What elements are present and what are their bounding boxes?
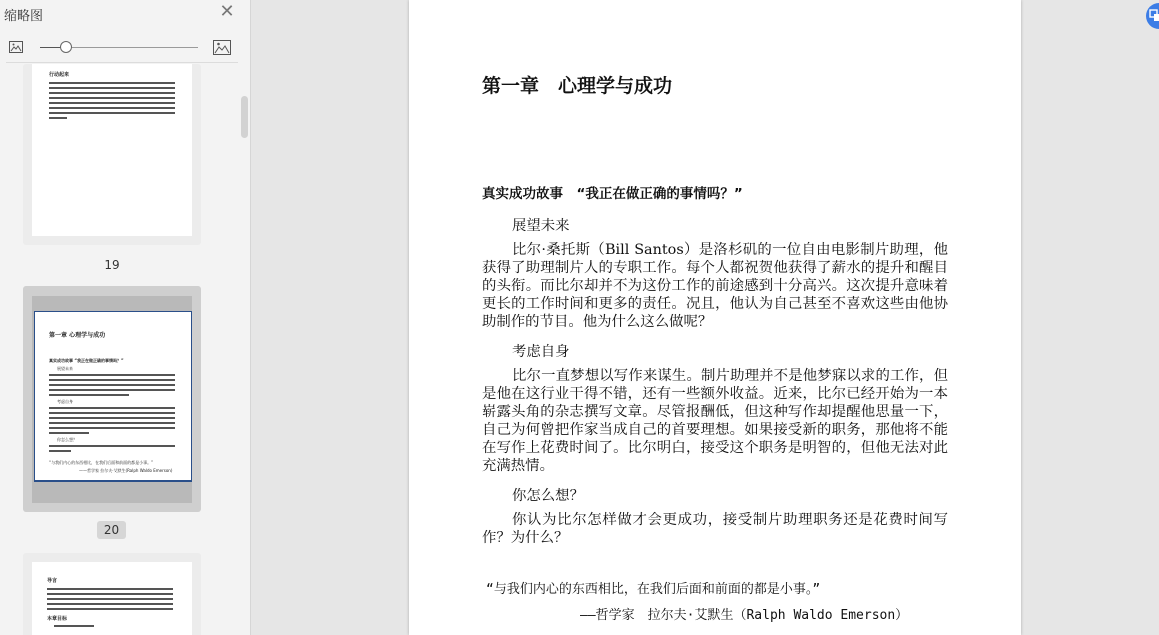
thumbnail-list (0, 64, 240, 635)
mini-attribution: ——哲学家 拉尔夫·艾默生(Ralph Waldo Emerson) (79, 468, 173, 473)
mini-text-line (49, 407, 175, 409)
mini-text-line (49, 107, 175, 109)
mini-text-line (49, 97, 175, 99)
thumbnail-toolbar (0, 34, 240, 62)
mini-text-line (49, 422, 175, 424)
translate-button[interactable] (1146, 3, 1159, 29)
thumbnail-page-20[interactable] (23, 286, 201, 512)
epigraph-attribution: ——哲学家 拉尔夫·艾默生（Ralph Waldo Emerson） (580, 608, 909, 623)
mini-text-line (47, 588, 173, 590)
mini-text-line (49, 412, 175, 414)
mini-text-line (49, 112, 175, 114)
mini-text-line (49, 117, 67, 119)
mini-text-line (47, 603, 173, 605)
mini-text-line (49, 417, 175, 419)
panel-title: 缩略图 (4, 9, 44, 24)
mini-text-line (49, 432, 89, 434)
mini-text-line (49, 427, 175, 429)
mini-text-line (47, 598, 173, 600)
mini-text-line (49, 379, 175, 381)
mini-text-line (49, 374, 175, 376)
mini-text-line (49, 384, 175, 386)
image-large-icon[interactable] (213, 40, 231, 55)
mini-subheading: 考虑自身 (57, 399, 73, 404)
page-number-label-selected: 20 (97, 521, 126, 539)
mini-text-line (49, 87, 175, 89)
paragraph-1: 比尔·桑托斯（Bill Santos）是洛杉矶的一位自由电影制片助理，他获得了助理制片人的专职工作。每个人都祝贺他获得了薪水的提升和醒目的头衔。而比尔却并不为这份工作的前途感到十分高兴。这次提升意味着更长的工作时间和更多的责任。况且，他认为自己甚至不喜欢这些由他协助制作的节目。他为什么这么做呢？ (482, 242, 948, 330)
mini-story-heading: 真实成功故事 “我正在做正确的事情吗？” (49, 358, 124, 363)
paragraph-2-container (482, 367, 948, 475)
story-heading: 真实成功故事 “我正在做正确的事情吗？” (482, 186, 743, 202)
mini-text-line (54, 625, 94, 627)
epigraph-quote: “与我们内心的东西相比，在我们后面和前面的都是小事。” (486, 582, 821, 597)
mini-heading: 本章目标 (47, 616, 68, 622)
page-number-label: 19 (104, 258, 120, 272)
zoom-slider-handle[interactable] (60, 41, 72, 53)
thumbnail-panel (0, 0, 251, 635)
thumbnail-page-image (34, 311, 192, 482)
mini-subheading: 你怎么想？ (57, 437, 77, 442)
mini-text-line (49, 445, 175, 447)
mini-text-line (49, 450, 71, 452)
divider (6, 62, 238, 63)
mini-text-line (47, 593, 173, 595)
mini-heading: 导言 (47, 578, 58, 584)
thumbnail-scrollbar[interactable] (241, 96, 248, 138)
mini-text-line (49, 389, 175, 391)
image-small-icon[interactable] (9, 41, 23, 53)
mini-subheading: 展望未来 (57, 366, 73, 371)
thumbnail-page-image (32, 562, 192, 635)
paragraph-2: 比尔一直梦想以写作来谋生。制片助理并不是他梦寐以求的工作，但是他在这行业干得不错，还有一些额外收益。近来，比尔已经开始为一本崭露头角的杂志撰写文章。尽管报酬低，但这种写作却提醒他思量一下，自己为何曾把作家当成自己的首要理想。如果接受新的职务，那他将不能在写作上花费时间了。比尔明白，接受这个职务是明智的，但他无法对此充满热情。 (482, 368, 948, 474)
paragraph-3-container (482, 511, 948, 547)
chapter-title: 第一章 心理学与成功 (482, 75, 673, 97)
paragraph-1-container (482, 241, 948, 331)
document-page (409, 0, 1021, 635)
subheading-look-ahead: 展望未来 (512, 218, 570, 234)
mini-quote: “与我们内心的东西相比，在我们后面和前面的都是小事。” (49, 460, 154, 465)
mini-heading: 行动起来 (49, 72, 70, 78)
mini-text-line (47, 608, 173, 610)
translate-icon (1149, 9, 1159, 22)
close-icon[interactable]: ✕ (219, 1, 235, 22)
thumbnail-page-21[interactable] (23, 553, 201, 635)
thumbnail-page-19[interactable] (23, 64, 201, 245)
mini-text-line (49, 102, 175, 104)
panel-header (0, 0, 250, 28)
mini-chapter-title: 第一章 心理学与成功 (49, 332, 106, 339)
mini-text-line (49, 82, 175, 84)
paragraph-3: 你认为比尔怎样做才会更成功，接受制片助理职务还是花费时间写作？为什么？ (482, 512, 948, 546)
mini-text-line (49, 394, 129, 396)
mini-text-line (49, 92, 175, 94)
subheading-what-do-you-think: 你怎么想？ (512, 488, 584, 504)
thumbnail-page-image (32, 64, 192, 236)
subheading-consider-self: 考虑自身 (512, 344, 570, 360)
